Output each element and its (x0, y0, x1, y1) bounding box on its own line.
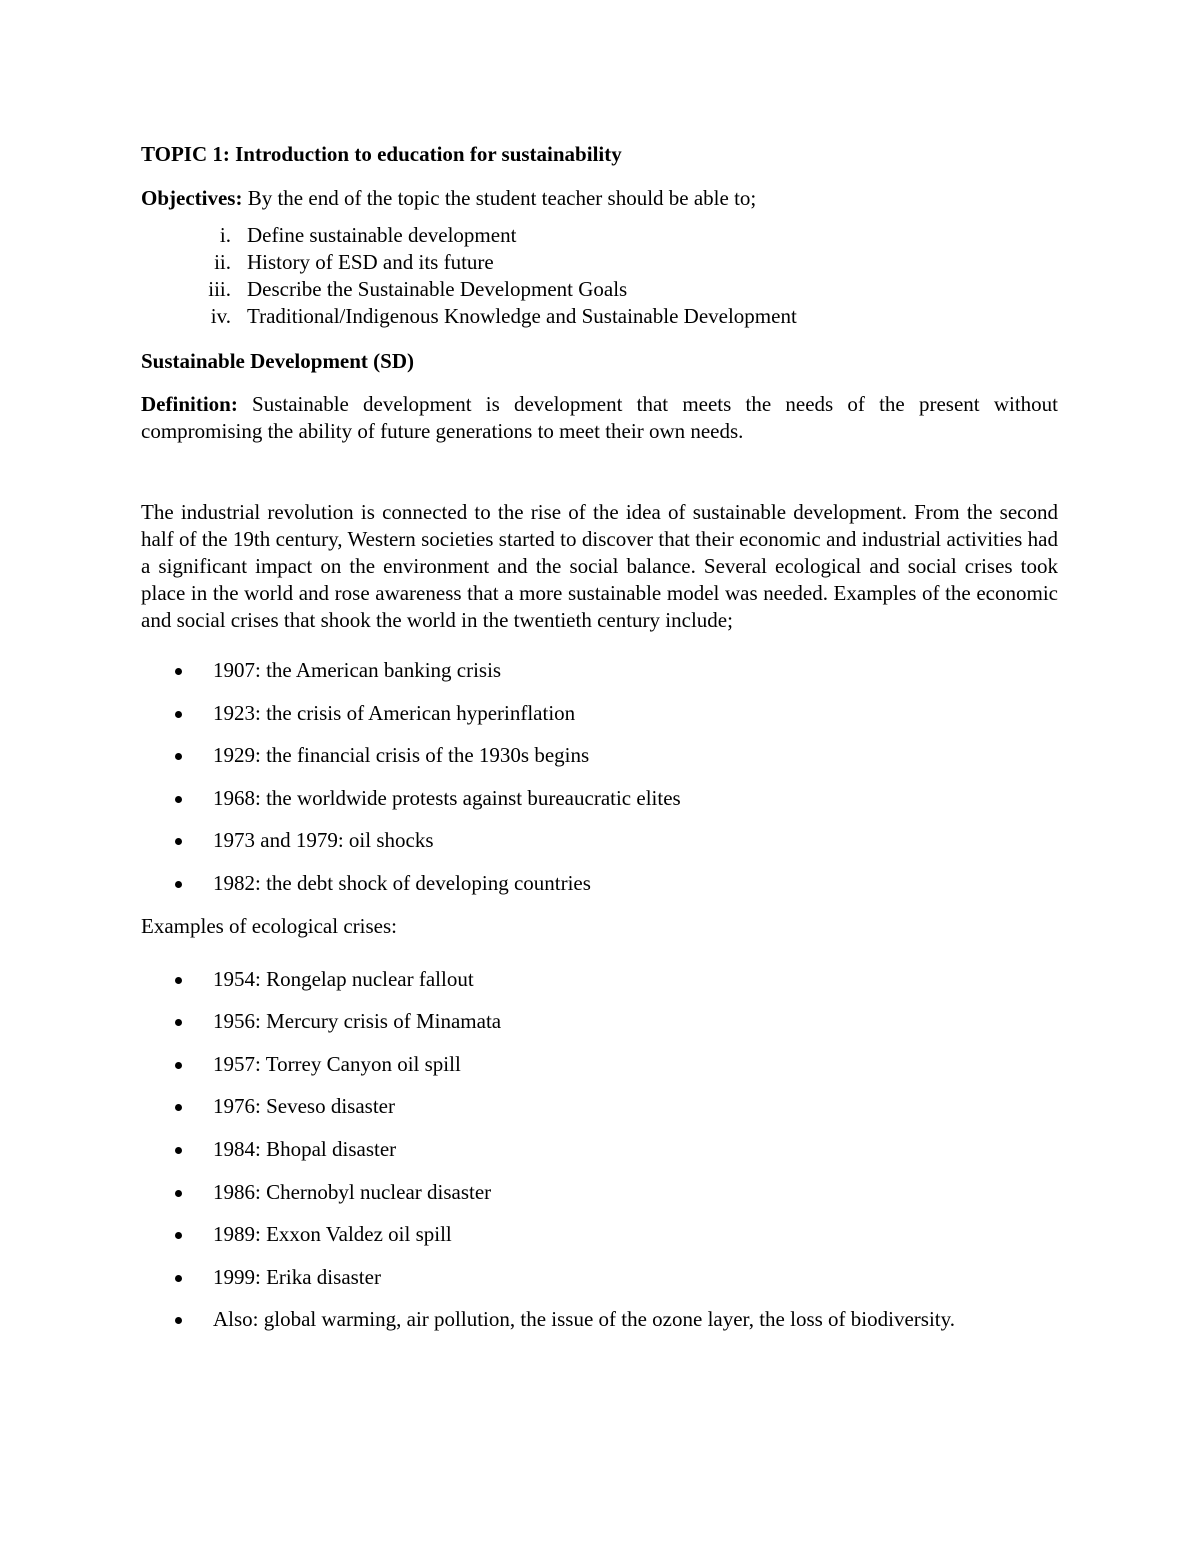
ecological-crises-label: Examples of ecological crises: (141, 913, 397, 938)
list-item-text: 1989: Exxon Valdez oil spill (213, 1222, 452, 1247)
list-item-text: History of ESD and its future (247, 250, 494, 274)
topic-title: TOPIC 1: Introduction to education for sustainability (141, 142, 622, 166)
industrial-revolution-paragraph: The industrial revolution is connected to the rise of the idea of sustainable development. From the second half of the 19th century, Western societies started to discover that their economic and industrial activities had a significant impact on the environment and the social balance. Several ecological and social crises took place in the world and rose awareness that a more sustainable model was needed. Examples of the economic and social crises that shook the world in the twentieth century include; (141, 500, 1058, 632)
bullet-icon (175, 1275, 182, 1282)
bullet-icon (175, 881, 182, 888)
list-item (141, 1093, 1058, 1120)
section-heading-sd: Sustainable Development (SD) (141, 349, 415, 373)
objectives-text: By the end of the topic the student teacher should be able to; (242, 186, 757, 210)
bullet-icon (175, 668, 182, 675)
list-item (141, 1221, 1058, 1248)
list-item (141, 1051, 1058, 1078)
list-number: iii. (208, 277, 231, 301)
list-item-text: 1973 and 1979: oil shocks (213, 828, 434, 853)
list-item-text: 1954: Rongelap nuclear fallout (213, 966, 474, 991)
definition-paragraph (141, 391, 1058, 445)
bullet-icon (175, 1232, 182, 1239)
list-item-text: Traditional/Indigenous Knowledge and Sustainable Development (247, 304, 797, 328)
list-number: ii. (214, 250, 231, 274)
bullet-icon (175, 1019, 182, 1026)
list-item (141, 1008, 1058, 1035)
list-item (141, 1179, 1058, 1206)
list-number: i. (219, 223, 231, 247)
objectives-list (141, 222, 1058, 330)
economic-crises-list (141, 657, 1058, 897)
list-item (141, 222, 1058, 249)
bullet-icon (175, 1190, 182, 1197)
bullet-icon (175, 838, 182, 845)
bullet-icon (175, 1104, 182, 1111)
bullet-icon (175, 1317, 182, 1324)
list-item-text: Define sustainable development (247, 223, 517, 247)
list-item (141, 785, 1058, 812)
list-item (141, 303, 1058, 330)
list-item-text: 1956: Mercury crisis of Minamata (213, 1009, 502, 1034)
list-item (141, 1264, 1058, 1291)
list-item (141, 276, 1058, 303)
list-number: iv. (210, 304, 231, 328)
bullet-icon (175, 1147, 182, 1154)
list-item (141, 742, 1058, 769)
objectives-label: Objectives: (141, 186, 243, 210)
list-item (141, 1306, 1058, 1333)
list-item-text: 1984: Bhopal disaster (213, 1136, 397, 1161)
list-item (141, 249, 1058, 276)
list-item (141, 827, 1058, 854)
definition-text: Sustainable development is development that meets the needs of the present without compromising the ability of future generations to meet their own needs. (141, 392, 1058, 443)
list-item-text: 1982: the debt shock of developing countries (213, 870, 591, 895)
ecological-crises-list (141, 966, 1058, 1334)
list-item (141, 1136, 1058, 1163)
list-item (141, 657, 1058, 684)
bullet-icon (175, 977, 182, 984)
list-item-text: 1976: Seveso disaster (213, 1094, 395, 1119)
bullet-icon (175, 753, 182, 760)
list-item (141, 966, 1058, 993)
bullet-icon (175, 1062, 182, 1069)
objectives-line (141, 185, 1058, 212)
document-page (141, 139, 1058, 1349)
list-item-text: 1907: the American banking crisis (213, 658, 502, 682)
list-item-text: 1968: the worldwide protests against bureaucratic elites (213, 785, 681, 810)
bullet-icon (175, 711, 182, 718)
list-item (141, 870, 1058, 897)
list-item-text: Describe the Sustainable Development Goals (247, 277, 628, 301)
bullet-icon (175, 796, 182, 803)
list-item-text: 1929: the financial crisis of the 1930s begins (213, 743, 590, 768)
list-item (141, 700, 1058, 727)
list-item-text: 1923: the crisis of American hyperinflation (213, 700, 576, 725)
list-item-text: 1986: Chernobyl nuclear disaster (213, 1179, 492, 1204)
list-item-text: 1999: Erika disaster (213, 1264, 381, 1289)
list-item-text: Also: global warming, air pollution, the issue of the ozone layer, the loss of biodiversity. (213, 1307, 955, 1332)
list-item-text: 1957: Torrey Canyon oil spill (213, 1051, 461, 1076)
definition-label: Definition: (141, 392, 238, 416)
